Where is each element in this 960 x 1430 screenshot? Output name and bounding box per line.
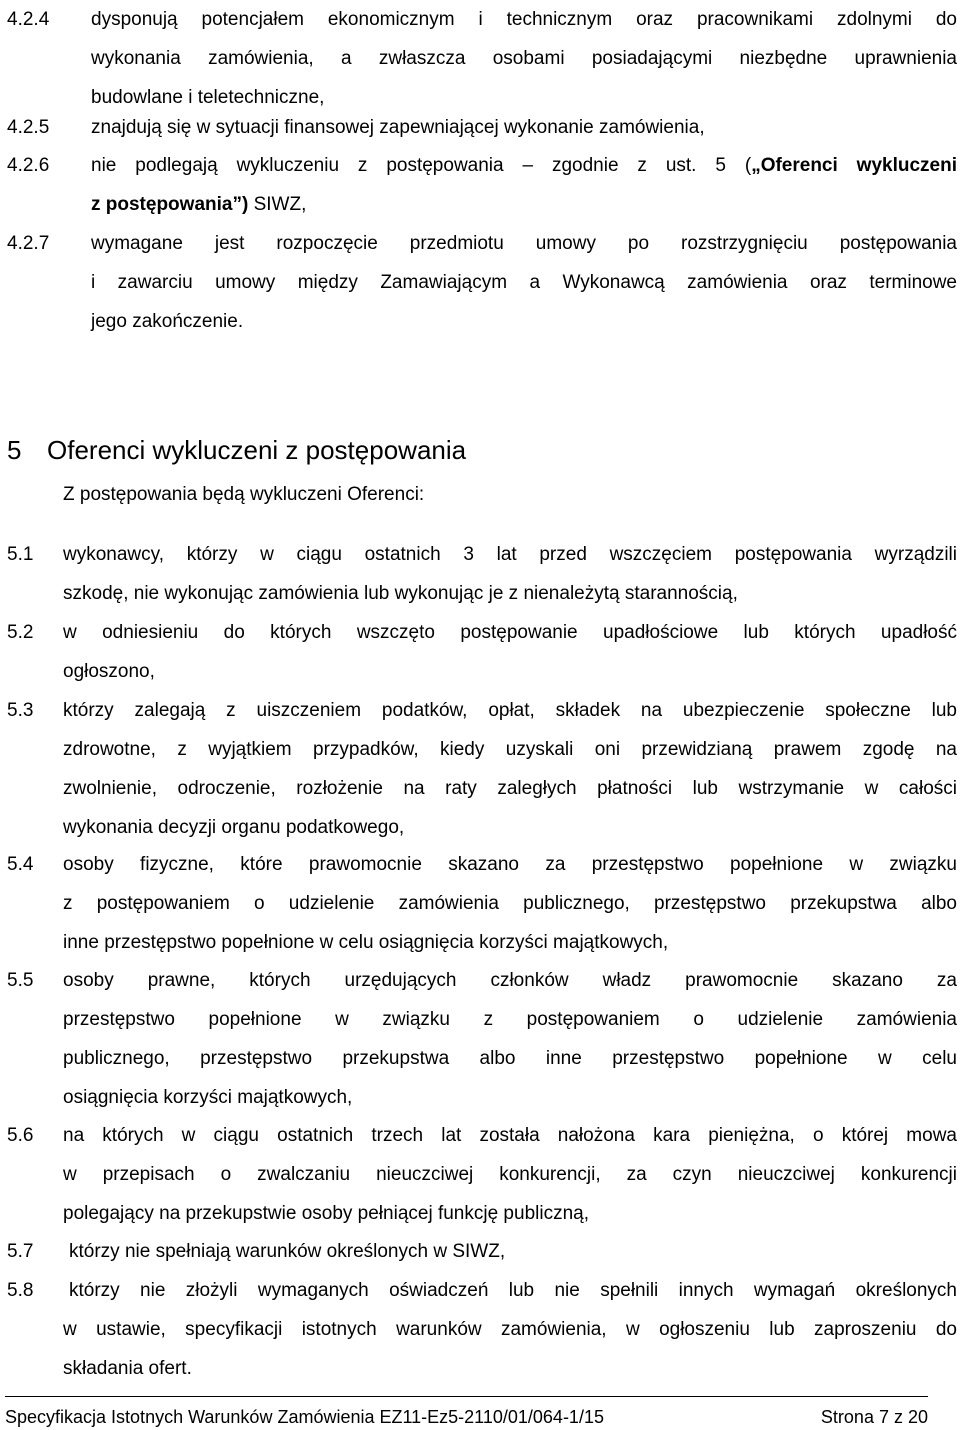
item-line: publicznego, przestępstwo przekupstwa albo inne przestępstwo popełnione w celu [63,1048,957,1069]
footer-document-title: Specyfikacja Istotnych Warunków Zamówienia EZ11-Ez5-2110/01/064-1/15 [5,1407,604,1427]
section-title: Oferenci wykluczeni z postępowania [47,435,467,465]
item-line: osoby fizyczne, które prawomocnie skazano za przestępstwo popełnione w związku [63,854,957,875]
item-line: z postępowaniem o udzielenie zamówienia publicznego, przestępstwo przekupstwa albo [63,893,957,914]
item-number: 5.7 [7,1241,34,1262]
footer-divider [5,1396,928,1397]
list-item [7,1232,957,1271]
item-line: osoby prawne, których urzędujących członków władz prawomocnie skazano za [63,970,957,991]
item-line: znajdują się w sytuacji finansowej zapewniającej wykonanie zamówienia, [91,117,705,138]
item-line: przestępstwo popełnione w związku z postępowaniem o udzielenie zamówienia [63,1009,957,1030]
item-line: i zawarciu umowy między Zamawiającym a Wykonawcą zamówienia oraz terminowe [91,272,957,293]
item-number: 5.8 [7,1280,34,1301]
item-number: 5.4 [7,854,34,875]
item-line: jego zakończenie. [91,311,244,332]
item-number: 4.2.6 [7,155,50,176]
list-item [7,1271,957,1388]
item-number: 4.2.7 [7,233,50,254]
item-line: na których w ciągu ostatnich trzech lat została nałożona kara pieniężna, o której mowa [63,1125,957,1146]
item-line: którzy nie złożyli wymaganych oświadczeń lub nie spełnili innych wymagań określonych [69,1280,957,1301]
item-number: 5.6 [7,1125,34,1146]
item-number: 5.2 [7,622,34,643]
item-text: SIWZ, [248,194,307,215]
item-line: budowlane i teletechniczne, [91,87,325,108]
item-line: osiągnięcia korzyści majątkowych, [63,1087,353,1108]
footer-page-number: Strona 7 z 20 [820,1407,928,1427]
item-line: wykonania zamówienia, a zwłaszcza osobami posiadającymi niezbędne uprawnienia [91,48,957,69]
list-item [7,0,957,117]
item-line: w ustawie, specyfikacji istotnych warunków zamówienia, w ogłoszeniu lub zaproszeniu do [63,1319,957,1340]
item-line: wykonawcy, którzy w ciągu ostatnich 3 lat przed wszczęciem postępowania wyrządzili [63,544,957,565]
item-line: wykonania decyzji organu podatkowego, [63,817,405,838]
item-line: dysponują potencjałem ekonomicznym i technicznym oraz pracownikami zdolnymi do [91,9,957,30]
item-number: 5.3 [7,700,34,721]
list-item [7,146,957,224]
list-item [7,535,957,613]
list-item [7,613,957,691]
item-line: zdrowotne, z wyjątkiem przypadków, kiedy uzyskali oni przewidzianą prawem zgodę na [63,739,957,760]
item-line: szkodę, nie wykonując zamówienia lub wykonując je z nienależytą starannością, [63,583,738,604]
item-line: wymagane jest rozpoczęcie przedmiotu umowy po rozstrzygnięciu postępowania [91,233,957,254]
item-line: zwolnienie, odroczenie, rozłożenie na raty zaległych płatności lub wstrzymanie w całości [63,778,957,799]
list-item [7,1116,957,1233]
page-footer [5,1404,928,1430]
item-line: inne przestępstwo popełnione w celu osiągnięcia korzyści majątkowych, [63,932,669,953]
item-line: w odniesieniu do których wszczęto postępowanie upadłościowe lub których upadłość [63,622,957,643]
bold-reference: „Oferenci wykluczeni [751,155,957,176]
item-line: ogłoszono, [63,661,155,682]
section-intro: Z postępowania będą wykluczeni Oferenci: [63,484,425,505]
item-line: w przepisach o zwalczaniu nieuczciwej konkurencji, za czyn nieuczciwej konkurencji [63,1164,957,1185]
list-item [7,961,957,1117]
list-item [7,108,957,147]
item-number: 4.2.4 [7,9,50,30]
item-line [91,146,957,185]
item-number: 4.2.5 [7,117,50,138]
item-line: polegający na przekupstwie osoby pełniącej funkcję publiczną, [63,1203,589,1224]
item-line: którzy zalegają z uiszczeniem podatków, opłat, składek na ubezpieczenie społeczne lub [63,700,957,721]
bold-reference: z postępowania”) [91,194,249,215]
item-line [91,185,957,224]
section-heading [7,430,466,470]
item-number: 5.1 [7,544,34,565]
section-number: 5 [7,435,22,465]
list-item [7,845,957,962]
list-item [7,691,957,847]
item-line: składania ofert. [63,1358,192,1379]
item-number: 5.5 [7,970,34,991]
list-item [7,224,957,341]
item-text: nie podlegają wykluczeniu z postępowania – zgodnie z ust. 5 ( [91,155,752,176]
item-line: którzy nie spełniają warunków określonych w SIWZ, [69,1241,506,1262]
